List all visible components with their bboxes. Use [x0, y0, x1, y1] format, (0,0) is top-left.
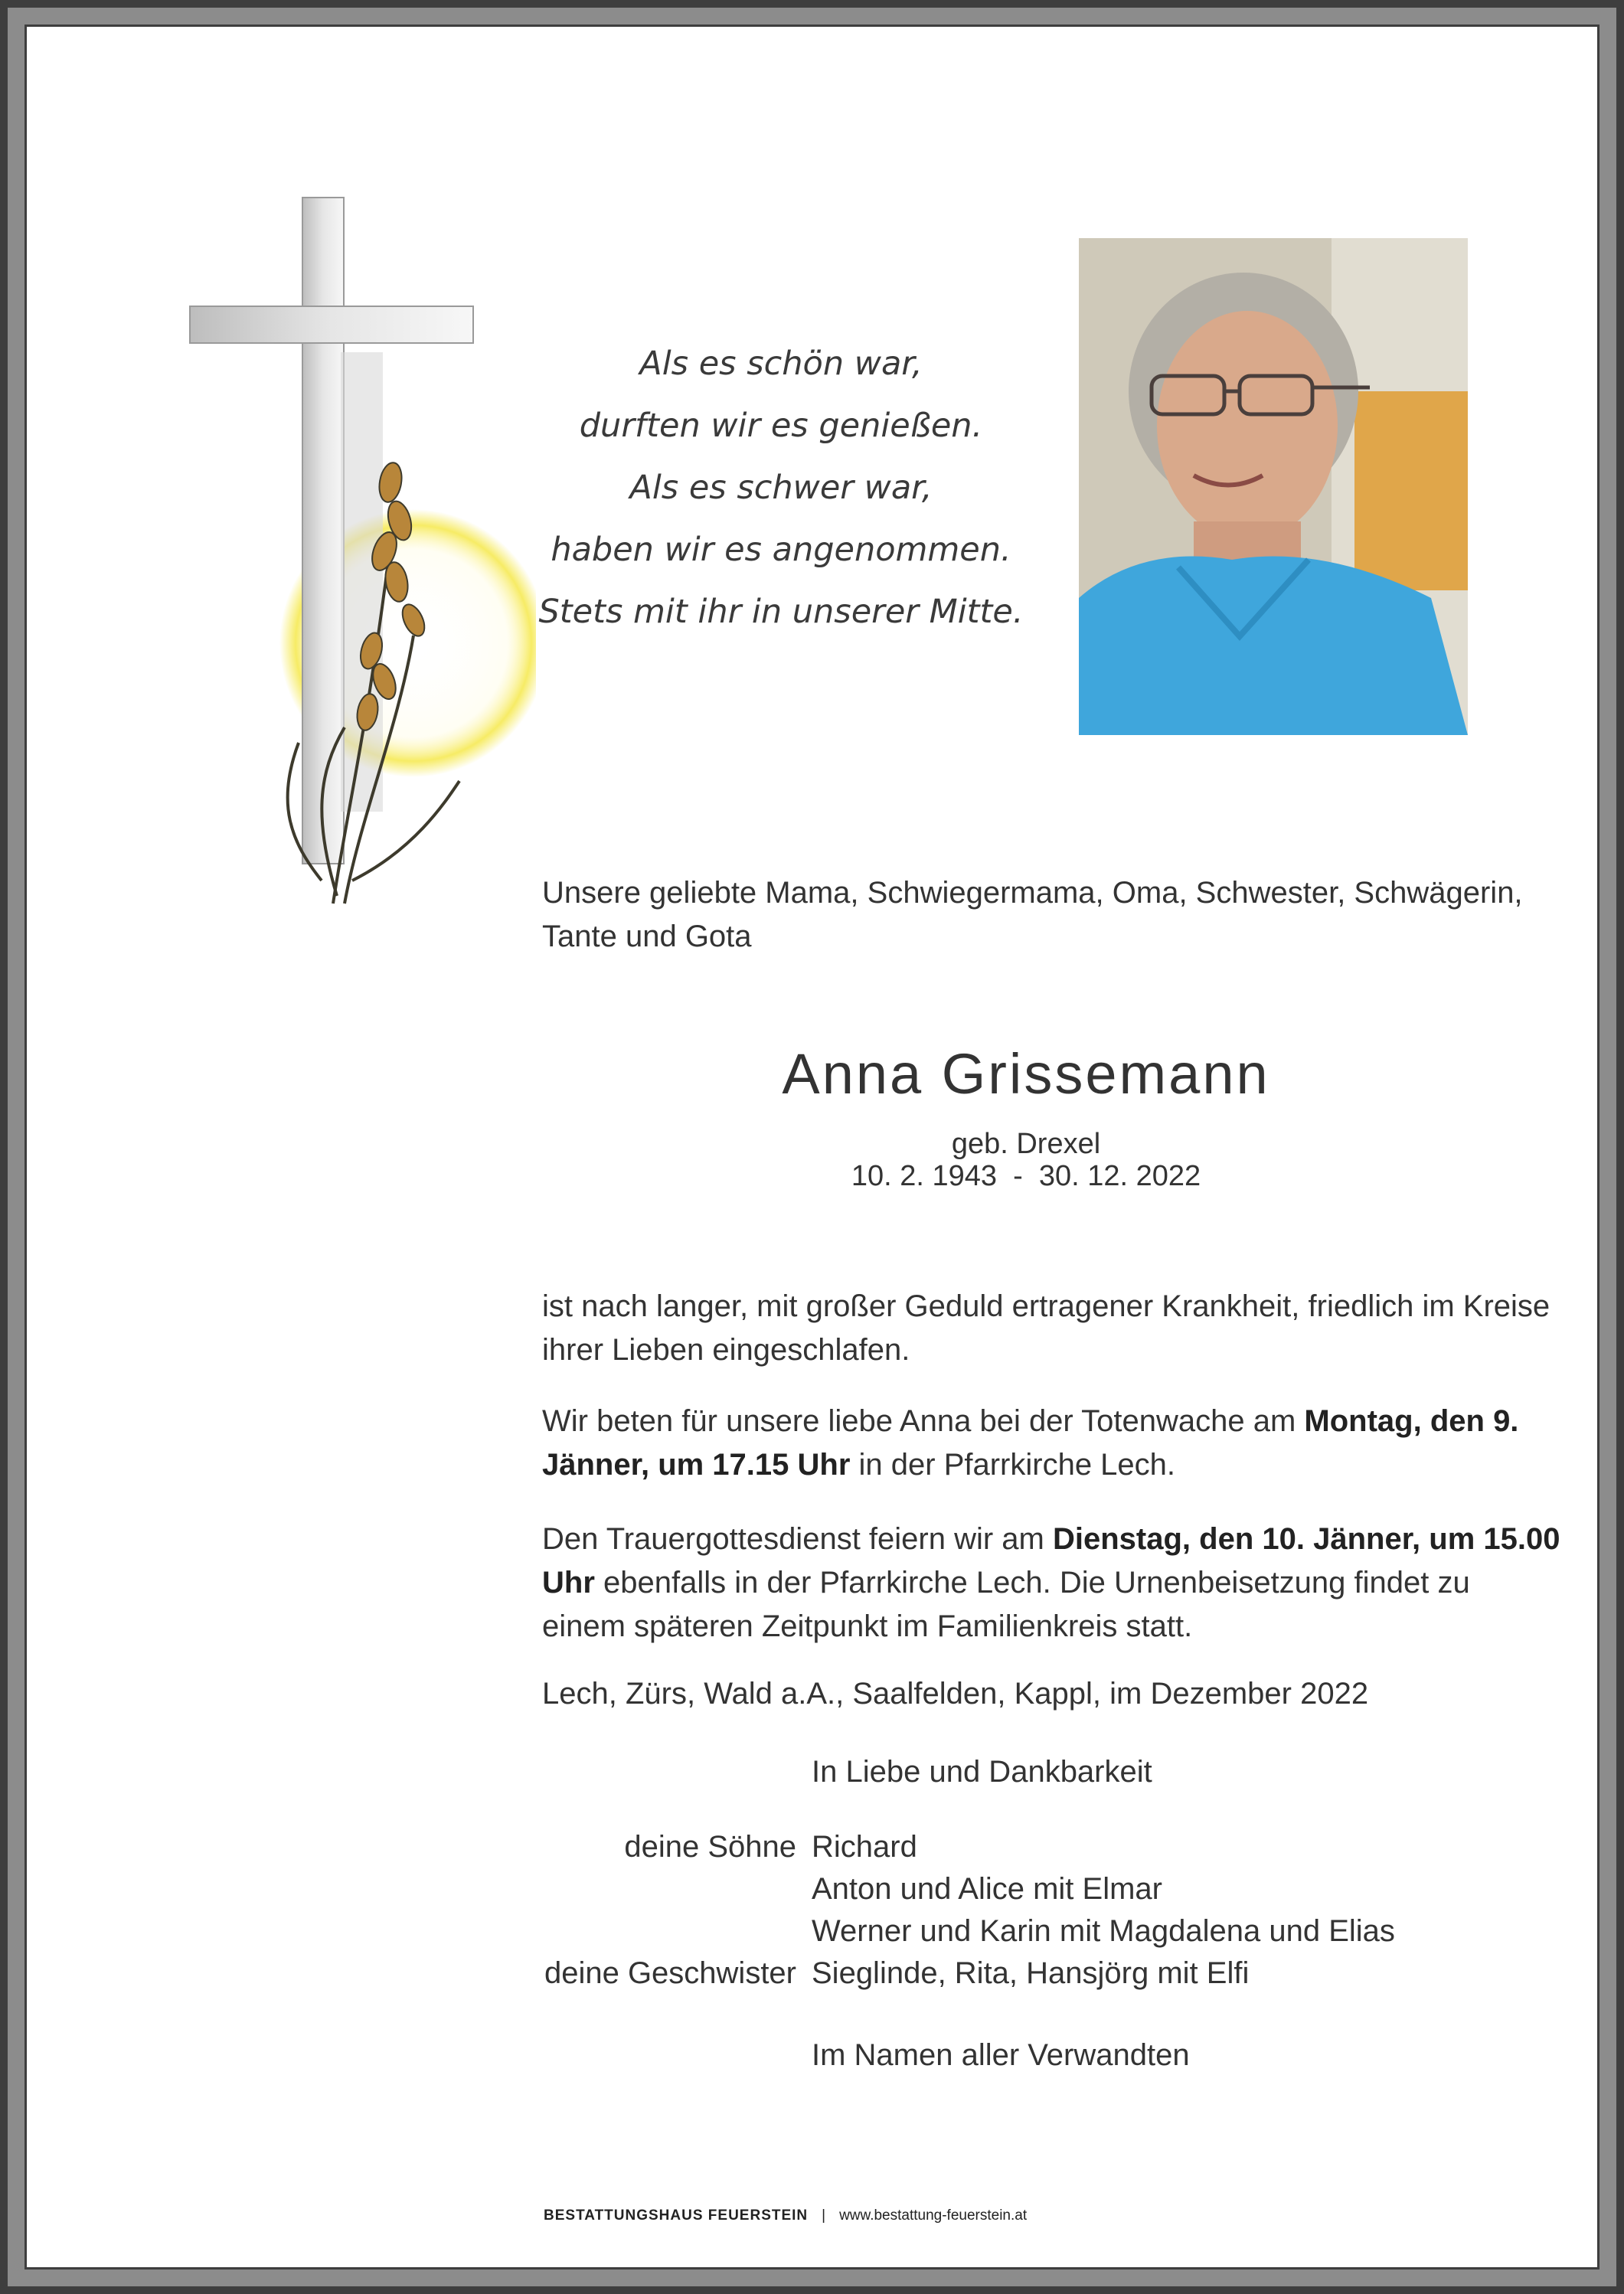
cross-wheat-illustration [184, 191, 536, 919]
poem [490, 333, 1072, 643]
poem-line: Als es schön war, [639, 345, 923, 383]
funeral-text: Den Trauergottesdienst feiern wir am [542, 1522, 1053, 1556]
son-name: Werner und Karin mit Magdalena und Elias [812, 1914, 1395, 1948]
siblings-names: Sieglinde, Rita, Hansjörg mit Elfi [812, 1956, 1250, 1990]
footer [544, 2207, 1027, 2224]
wake-location: in der Pfarrkirche Lech. [850, 1448, 1176, 1482]
paragraph-wake [542, 1400, 1560, 1487]
place-date: Lech, Zürs, Wald a.A., Saalfelden, Kappl, im Dezember 2022 [542, 1677, 1369, 1711]
paragraph-passing: ist nach langer, mit großer Geduld ertragener Krankheit, friedlich im Kreise ihrer Lieben eingeschlafen. [542, 1289, 1550, 1367]
poem-line: Als es schwer war, [629, 469, 933, 507]
wake-text: Wir beten für unsere liebe Anna bei der Totenwache am [542, 1404, 1305, 1438]
greeting: In Liebe und Dankbarkeit [812, 1755, 1152, 1789]
footer-separator: | [822, 2207, 826, 2224]
son-name: Richard [812, 1830, 917, 1864]
son-name: Anton und Alice mit Elmar [812, 1872, 1162, 1906]
siblings-label: deine Geschwister [544, 1956, 796, 1990]
poem-line: Stets mit ihr in unserer Mitte. [538, 593, 1024, 631]
sons-label: deine Söhne [624, 1830, 796, 1864]
intro-text: Unsere geliebte Mama, Schwiegermama, Oma, Schwester, Schwägerin, Tante und Gota [542, 876, 1523, 953]
wake-date: Montag, den 9. Jänner, um 17.15 Uhr [542, 1404, 1519, 1482]
born-name: geb. Drexel [951, 1128, 1101, 1160]
paragraph-funeral [542, 1518, 1560, 1649]
funeral-details: ebenfalls in der Pfarrkirche Lech. Die Urnenbeisetzung findet zu einem späteren Zeitpunkt im Familienkreis statt. [542, 1566, 1470, 1643]
portrait-photo [1079, 238, 1468, 735]
poem-line: durften wir es genießen. [579, 407, 983, 445]
closing: Im Namen aller Verwandten [812, 2038, 1190, 2072]
life-dates: 10. 2. 1943 - 30. 12. 2022 [851, 1160, 1201, 1192]
footer-brand: BESTATTUNGSHAUS FEUERSTEIN [544, 2207, 809, 2224]
footer-website-link[interactable]: www.bestattung-feuerstein.at [839, 2207, 1028, 2224]
funeral-date: Dienstag, den 10. Jänner, um 15.00 Uhr [542, 1522, 1560, 1600]
deceased-name: Anna Grissemann [782, 1042, 1270, 1106]
poem-line: haben wir es angenommen. [551, 531, 1011, 569]
